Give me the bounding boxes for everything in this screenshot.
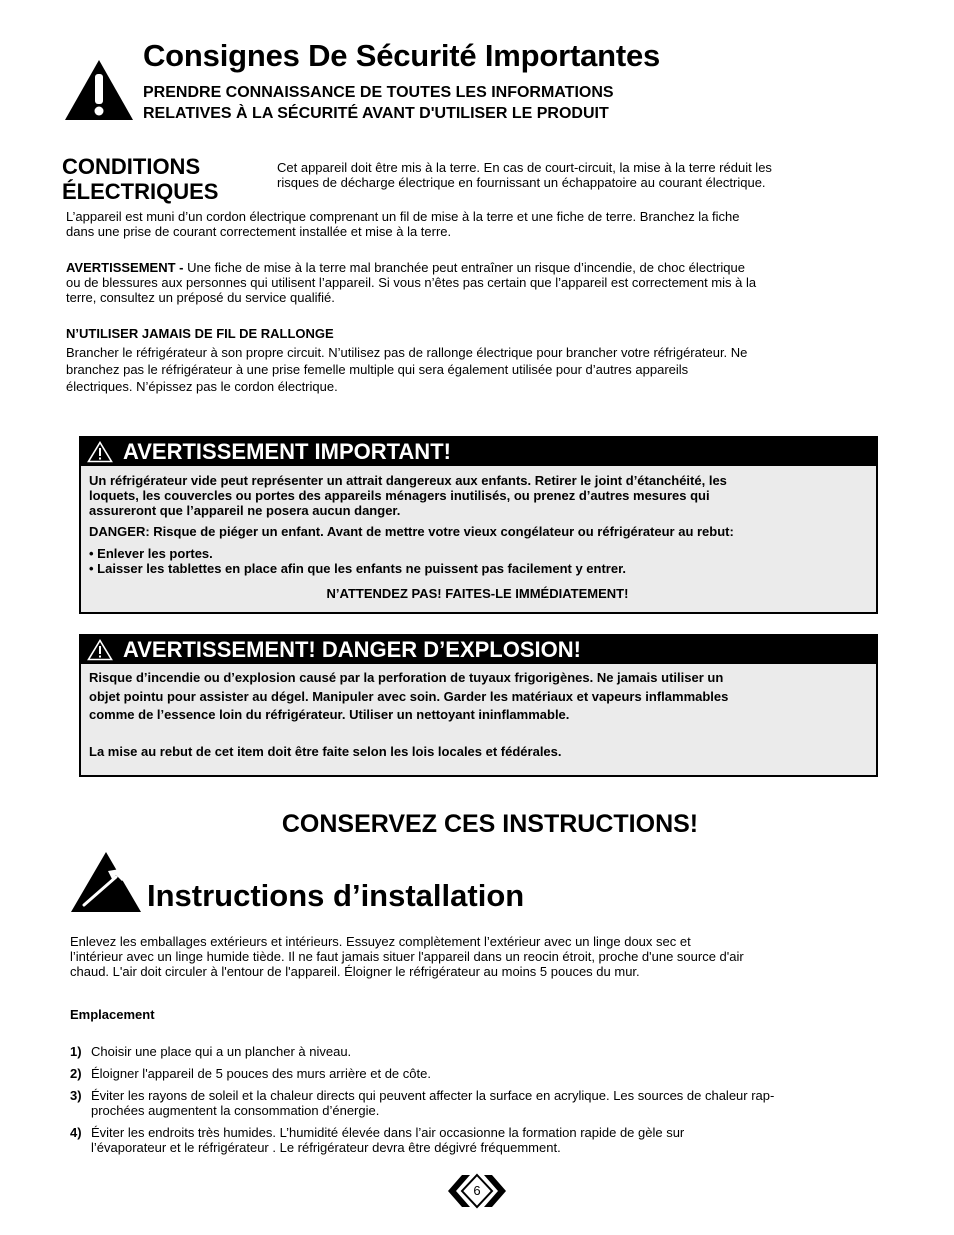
important-warning-header <box>81 438 876 466</box>
grounding-warning-paragraph: AVERTISSEMENT - Une fiche de mise à la terre mal branchée peut entraîner un risque d’incendie, de choc électrique ou de blessures aux personnes qui utilisent l’appareil. Si vous n’êtes pas certain que l’appareil est correctement mis à la terre, consultez un préposé du service qualifié. <box>66 260 757 305</box>
extension-heading: N’UTILISER JAMAIS DE FIL DE RALLONGE <box>66 326 334 341</box>
keep-instructions-heading: CONSERVEZ CES INSTRUCTIONS! <box>281 810 699 838</box>
explosion-warning-body: Risque d’incendie ou d’explosion causé par la perforation de tuyaux frigorigènes. Ne jamais utiliser un objet pointu pour assister au dégel. Manipuler avec soin. Garder les matériaux et vapeurs inflammables comme de l’essence loin du réfrigérateur. Utiliser un nettoyant ininflammable. La mise au rebut de cet item doit être faite selon les lois locales et fédérales. <box>89 670 729 759</box>
installation-intro: Enlevez les emballages extérieurs et intérieurs. Essuyez complètement l’extérieur avec un linge doux sec et l’intérieur avec un linge humide tiède. Il ne faut jamais situer l'appareil dans un reocin étroit, proche d'une source d'air chaud. L'air doit circuler à l'entour de l'appareil. Éloigner le réfrigérateur au moins 5 pouces du mur. <box>70 934 744 979</box>
page-number: 6 <box>473 1183 481 1198</box>
grounding-paragraph: L’appareil est muni d’un cordon électrique comprenant un fil de mise à la terre et une fiche de terre. Branchez la fiche dans une prise de courant correctement installée et mise à la terre. <box>66 209 740 239</box>
explosion-warning-header <box>81 636 876 664</box>
important-warning-body: Un réfrigérateur vide peut représenter un attrait dangereux aux enfants. Retirer le joint d’étanchéité, les loquets, les couvercles ou portes des appareils ménagers inutilisés, ou prenez d’autres mesures qui assureront que l’appareil ne posera aucun danger. DANGER: Risque de piéger un enfant. Avant de mettre votre vieux congélateur ou réfrigérateur au rebut: • Enlever les portes. • Laisser les tablettes en place afin que les enfants ne puissent pas facilement y entrer. N’ATTENDEZ PAS! FAITES-LE IMMÉDIATEMENT! <box>81 466 876 611</box>
page-subtitle: PRENDRE CONNAISSANCE DE TOUTES LES INFORMATIONS RELATIVES À LA SÉCURITÉ AVANT D'UTILISER LE PRODUIT <box>143 84 614 122</box>
page-number-badge <box>448 1172 506 1210</box>
important-warning-footer: N’ATTENDEZ PAS! FAITES-LE IMMÉDIATEMENT! <box>326 586 629 601</box>
location-list <box>70 1044 885 1162</box>
electrical-intro: Cet appareil doit être mis à la terre. En cas de court-circuit, la mise à la terre réduit les risques de décharge électrique en fournissant un échappatoire au courant électrique. <box>277 160 772 190</box>
explosion-warning-box <box>79 634 878 777</box>
list-item: 1) Choisir une place qui a un plancher à niveau. <box>70 1044 352 1059</box>
list-item: 3) Éviter les rayons de soleil et la chaleur directs qui peuvent affecter la surface en acrylique. Les sources de chaleur rap- prochées augmentent la consommation d’énergie. <box>70 1088 775 1118</box>
electrical-heading: CONDITIONS ÉLECTRIQUES <box>62 154 219 204</box>
hammer-triangle-icon <box>70 851 142 913</box>
extension-paragraph: Brancher le réfrigérateur à son propre circuit. N’utilisez pas de rallonge électrique pour brancher votre réfrigérateur. Ne branchez pas le réfrigérateur à une prise femelle multiple qui sera également utilisée pour d’autres appareils électriques. N’épissez pas le cordon électrique. <box>66 345 748 394</box>
important-warning-box <box>79 436 878 614</box>
warning-icon <box>87 639 113 661</box>
list-item: 4) Éviter les endroits très humides. L’humidité élevée dans l’air occasionne la formation rapide de gèle sur l’évaporateur et le réfrigérateur . Le réfrigérateur devra être dégivré fréquemment. <box>70 1125 685 1155</box>
installation-title: Instructions d’installation <box>147 878 525 913</box>
warning-triangle-icon <box>63 58 135 122</box>
explosion-warning-title: AVERTISSEMENT! DANGER D’EXPLOSION! <box>123 637 581 662</box>
list-item: 2) Éloigner l'appareil de 5 pouces des murs arrière et de côte. <box>70 1066 431 1081</box>
warning-label: AVERTISSEMENT - <box>66 260 188 275</box>
page-title: Consignes De Sécurité Importantes <box>143 38 661 73</box>
location-heading: Emplacement <box>70 1007 155 1022</box>
important-warning-title: AVERTISSEMENT IMPORTANT! <box>123 439 451 464</box>
warning-icon <box>87 441 113 463</box>
